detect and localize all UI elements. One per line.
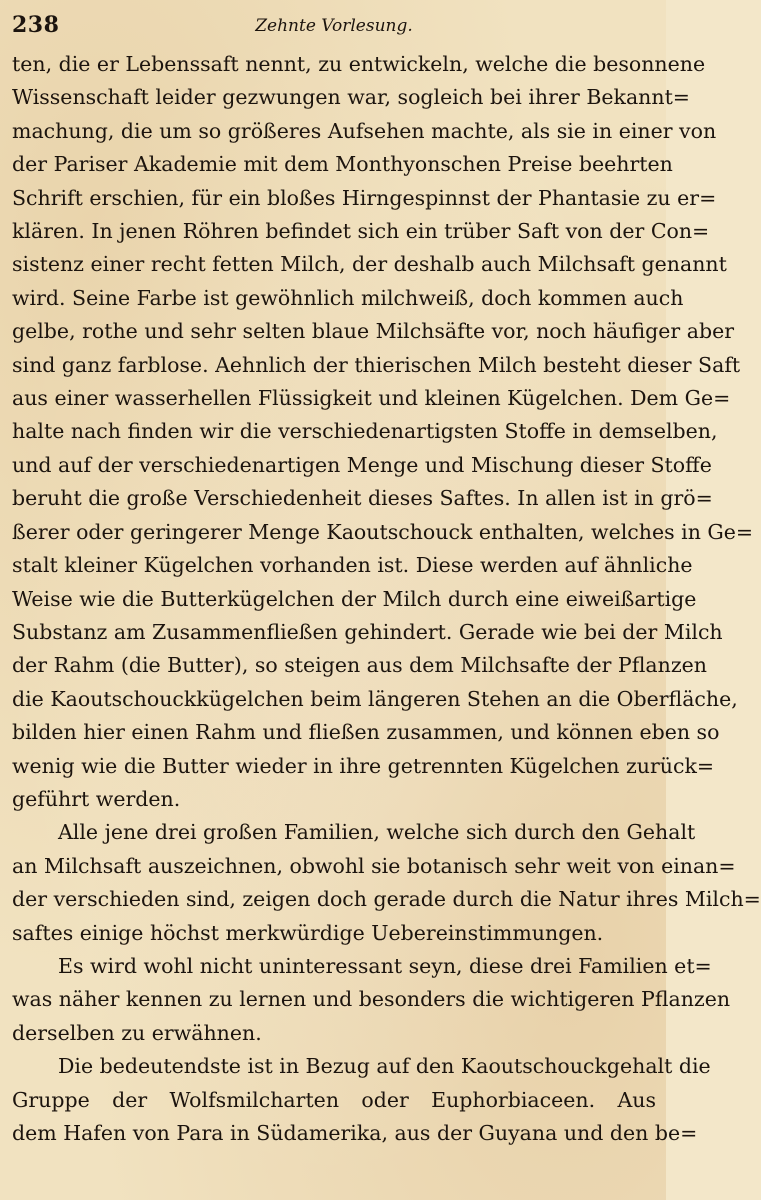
text-line: und auf der verschiedenartigen Menge und Mischung dieser Stoffe: [12, 452, 712, 477]
text-line: der Pariser Akademie mit dem Monthyonschen Preise beehrten: [12, 152, 673, 177]
text-line: ßerer oder geringerer Menge Kaoutschouck enthalten, welches in Ge=: [12, 519, 754, 544]
page-number: 238: [12, 12, 60, 38]
text-line: gelbe, rothe und sehr selten blaue Milchsäfte vor, noch häufiger aber: [12, 319, 734, 344]
text-line: an Milchsaft auszeichnen, obwohl sie botanisch sehr weit von einan=: [12, 853, 736, 878]
text-line: aus einer wasserhellen Flüssigkeit und kleinen Kügelchen. Dem Ge=: [12, 386, 731, 411]
paragraph: [12, 816, 761, 950]
text-line: Gruppe der Wolfsmilcharten oder Euphorbiaceen. Aus: [12, 1087, 656, 1112]
paragraph: [12, 48, 754, 816]
text-line: der Rahm (die Butter), so steigen aus dem Milchsafte der Pflanzen: [12, 653, 707, 678]
text-line: Wissenschaft leider gezwungen war, sogleich bei ihrer Bekannt=: [12, 85, 690, 110]
text-line: Weise wie die Butterkügelchen der Milch durch eine eiweißartige: [12, 586, 697, 611]
paragraph: [12, 950, 731, 1050]
text-line: Die bedeutendste ist in Bezug auf den Kaoutschouckgehalt die: [58, 1054, 711, 1079]
text-line: Alle jene drei großen Familien, welche sich durch den Gehalt: [58, 820, 696, 845]
text-line: geführt werden.: [12, 786, 181, 811]
text-line: was näher kennen zu lernen und besonders die wichtigeren Pflanzen: [12, 987, 731, 1012]
text-line: derselben zu erwähnen.: [12, 1020, 262, 1045]
text-line: saftes einige höchst merkwürdige Uebereinstimmungen.: [12, 920, 604, 945]
text-line: wenig wie die Butter wieder in ihre getrennten Kügelchen zurück=: [12, 753, 715, 778]
text-line: ten, die er Lebenssaft nennt, zu entwickeln, welche die besonnene: [12, 52, 706, 76]
text-line: sind ganz farblose. Aehnlich der thierischen Milch besteht dieser Saft: [12, 352, 741, 377]
text-line: Es wird wohl nicht uninteressant seyn, diese drei Familien et=: [58, 953, 712, 978]
text-line: die Kaoutschouckkügelchen beim längeren Stehen an die Oberfläche,: [12, 686, 738, 711]
text-line: stalt kleiner Kügelchen vorhanden ist. Diese werden auf ähnliche: [12, 553, 693, 578]
text-line: der verschieden sind, zeigen doch gerade durch die Natur ihres Milch=: [12, 887, 761, 912]
text-line: halte nach finden wir die verschiedenartigsten Stoffe in demselben,: [12, 419, 718, 444]
text-line: beruht die große Verschiedenheit dieses Saftes. In allen ist in grö=: [12, 486, 713, 511]
text-line: klären. In jenen Röhren befindet sich ein trüber Saft von der Con=: [12, 219, 710, 244]
text-line: dem Hafen von Para in Südamerika, aus der Guyana und den be=: [12, 1121, 698, 1145]
text-line: Schrift erschien, für ein bloßes Hirngespinnst der Phantasie zu er=: [12, 185, 717, 210]
running-title: Zehnte Vorlesung.: [255, 16, 413, 36]
paragraph: [12, 1050, 711, 1150]
body-text: [12, 48, 761, 1150]
text-line: machung, die um so größeres Aufsehen machte, als sie in einer von: [12, 118, 717, 143]
text-line: bilden hier einen Rahm und fließen zusammen, und können eben so: [12, 720, 720, 745]
page-header: [12, 10, 656, 48]
text-line: Substanz am Zusammenfließen gehindert. Gerade wie bei der Milch: [12, 619, 723, 644]
text-line: wird. Seine Farbe ist gewöhnlich milchweiß, doch kommen auch: [12, 285, 684, 310]
text-line: sistenz einer recht fetten Milch, der deshalb auch Milchsaft genannt: [12, 252, 727, 277]
